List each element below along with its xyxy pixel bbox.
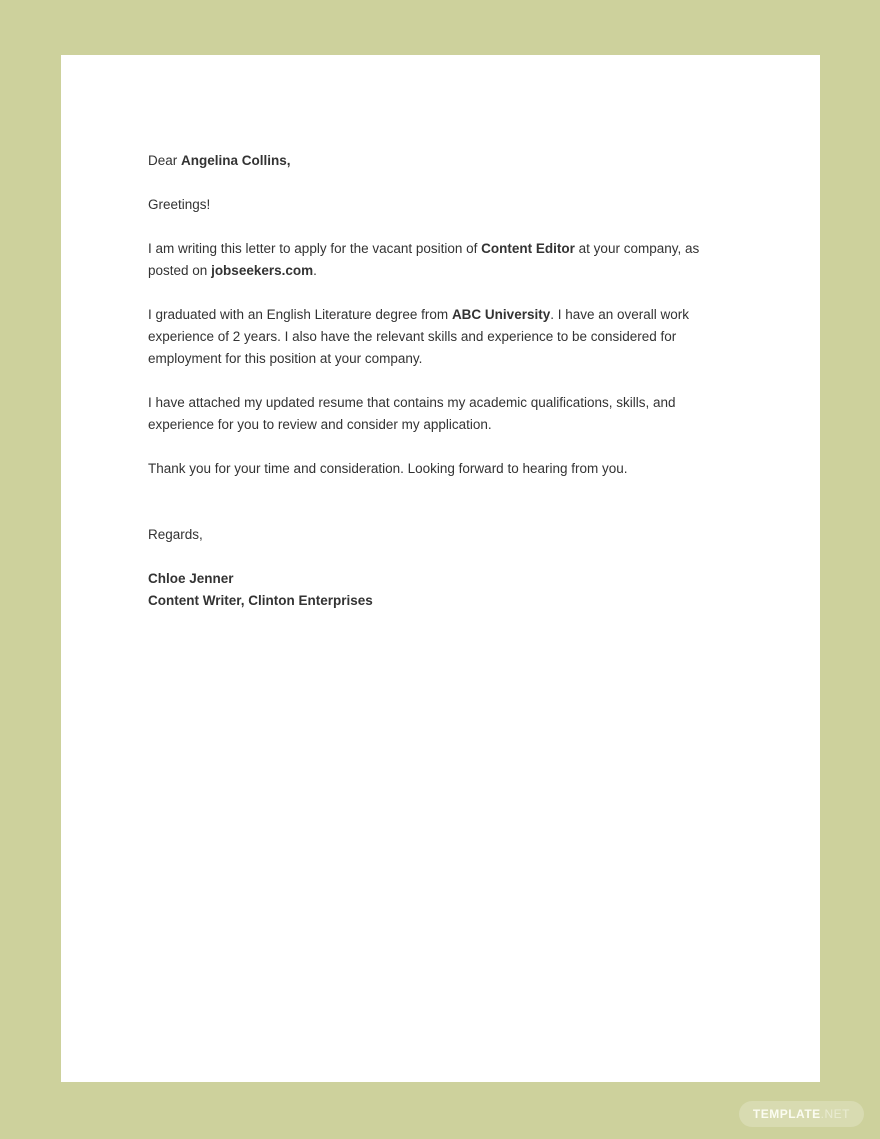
salutation: Dear Angelina Collins, — [148, 153, 291, 168]
paragraph-qualifications: I graduated with an English Literature degree from ABC University. I have an overall work experience of 2 years. I also have the relevant skills and experience to be considered for employment for this position at your company. — [148, 307, 690, 366]
paragraph-thanks: Thank you for your time and consideration. Looking forward to hearing from you. — [148, 461, 628, 476]
greeting: Greetings! — [148, 197, 211, 212]
closing: Regards, — [148, 527, 203, 542]
templatenet-brand-label: TEMPLATE — [752, 1107, 821, 1121]
paragraph-application: I am writing this letter to apply for the vacant position of Content Editor at your company, as posted on jobseekers.com. — [148, 241, 700, 278]
letter-body — [61, 55, 820, 612]
signature-title: Content Writer, Clinton Enterprises — [148, 593, 373, 608]
signature-name: Chloe Jenner — [148, 571, 234, 586]
templatenet-suffix-label: .NET — [820, 1107, 850, 1121]
paragraph-resume: I have attached my updated resume that contains my academic qualifications, skills, and experience for you to review and consider my application. — [148, 395, 676, 432]
templatenet-badge[interactable] — [739, 1101, 864, 1127]
letter-page — [61, 55, 820, 1082]
